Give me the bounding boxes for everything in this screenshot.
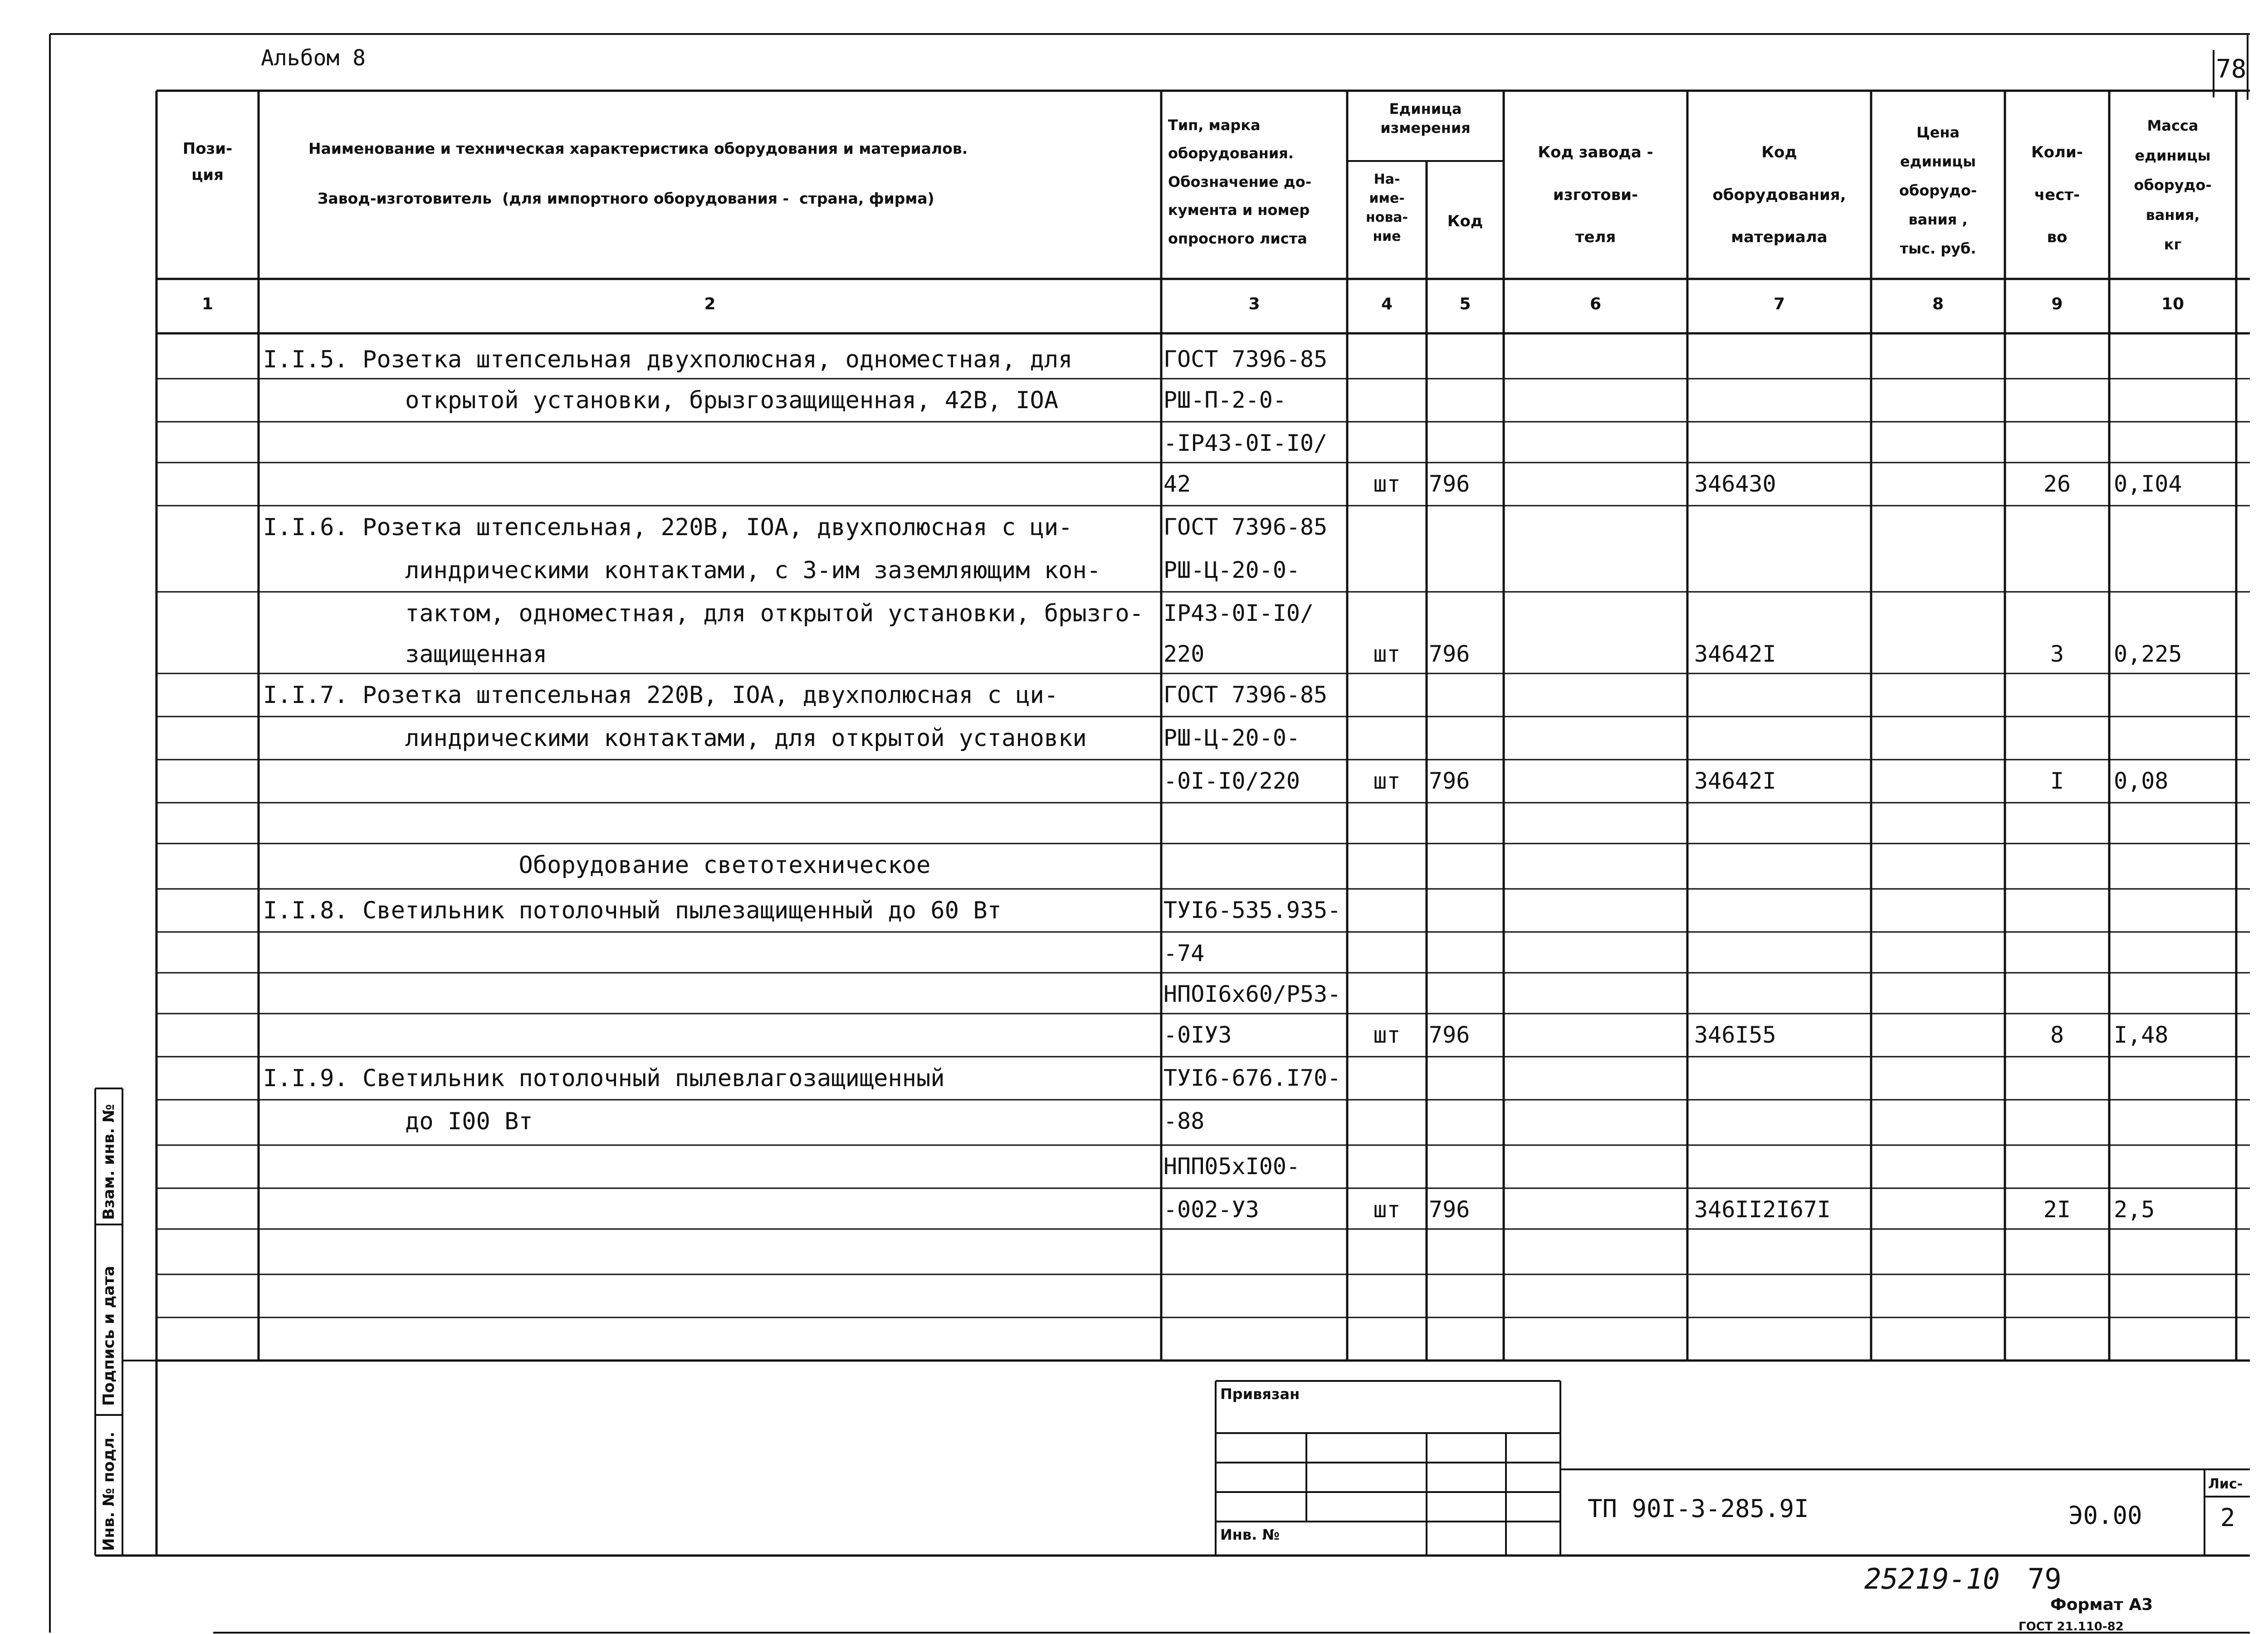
quantity: I bbox=[2050, 768, 2064, 794]
col-num: 3 bbox=[1248, 295, 1260, 313]
stamp-sheet-code: Э0.00 bbox=[2068, 1501, 2142, 1530]
quantity: 2I bbox=[2043, 1196, 2071, 1223]
equipment-code: 346430 bbox=[1694, 471, 1776, 497]
stamp-list-label: Лис- bbox=[2208, 1476, 2243, 1492]
unit-mass: 0,08 bbox=[2114, 768, 2169, 794]
side-label-podpis: Подпись и дата bbox=[100, 1266, 118, 1406]
unit-mass: 0,225 bbox=[2114, 641, 2182, 667]
item-type: ГОСТ 7396-85 bbox=[1163, 346, 1328, 372]
header-name-line1: Наименование и техническая характеристика оборудования и материалов. bbox=[308, 140, 968, 157]
unit-code: 796 bbox=[1429, 471, 1470, 497]
item-name: до I00 Вт bbox=[263, 1108, 533, 1135]
col-num: 7 bbox=[1773, 295, 1785, 313]
item-name: открытой установки, брызгозащищенная, 42В, IOA bbox=[263, 387, 1059, 414]
unit-code: 796 bbox=[1429, 1022, 1470, 1048]
archive-sheet: 79 bbox=[2028, 1562, 2062, 1595]
item-type: РШ-Ц-20-0- bbox=[1163, 557, 1300, 583]
unit-code: 796 bbox=[1429, 768, 1470, 794]
col-num: 2 bbox=[704, 295, 716, 313]
item-type: ГОСТ 7396-85 bbox=[1163, 514, 1328, 540]
item-name: линдрическими контактами, с 3-им заземляющим кон- bbox=[263, 557, 1101, 584]
item-type: ГОСТ 7396-85 bbox=[1163, 682, 1328, 708]
quantity: 8 bbox=[2050, 1022, 2064, 1048]
item-type: -0I-I0/220 bbox=[1163, 768, 1300, 794]
item-name: Оборудование светотехническое bbox=[263, 852, 931, 879]
unit-code: 796 bbox=[1429, 1196, 1470, 1223]
side-label-vzam: Взам. инв. № bbox=[100, 1104, 118, 1220]
side-label-inv-podl: Инв. № подл. bbox=[100, 1431, 118, 1551]
item-type: НПOI6x60/P53- bbox=[1163, 981, 1341, 1007]
header-mass: Масса единицы оборудо- вания, кг bbox=[2134, 117, 2212, 254]
item-name: линдрическими контактами, для открытой установки bbox=[263, 725, 1087, 752]
item-type: -IP43-0I-I0/ bbox=[1163, 430, 1328, 456]
col-num: 10 bbox=[2161, 295, 2185, 313]
header-unit: Единица измерения bbox=[1380, 100, 1471, 137]
col-num: 8 bbox=[1932, 295, 1944, 313]
header-equipment-code: Код оборудования, материала bbox=[1712, 143, 1846, 246]
unit-name: шт bbox=[1373, 471, 1401, 497]
stamp-inv-no: Инв. № bbox=[1220, 1526, 1280, 1543]
col-num: 5 bbox=[1459, 295, 1471, 313]
unit-name: шт bbox=[1373, 1196, 1401, 1223]
item-name: I.I.5. Розетка штепсельная двухполюсная, одноместная, для bbox=[263, 346, 1073, 373]
album-label: Альбом 8 bbox=[261, 45, 366, 71]
quantity: 3 bbox=[2050, 641, 2064, 667]
item-type: 220 bbox=[1163, 641, 1205, 667]
item-type: РШ-П-2-0- bbox=[1163, 387, 1286, 413]
header-price: Цена единицы оборудо- вания , тыс. руб. bbox=[1899, 124, 1977, 257]
item-type: НПП05xI00- bbox=[1163, 1153, 1300, 1180]
header-quantity: Коли- чест- во bbox=[2031, 143, 2083, 246]
equipment-code: 34642I bbox=[1694, 641, 1776, 667]
item-type: -002-У3 bbox=[1163, 1196, 1259, 1223]
col-num: 6 bbox=[1589, 295, 1602, 313]
item-type: РШ-Ц-20-0- bbox=[1163, 725, 1300, 751]
item-name: I.I.6. Розетка штепсельная, 220В, IOA, двухполюсная с ци- bbox=[263, 514, 1073, 541]
item-name: I.I.7. Розетка штепсельная 220В, IOA, двухполюсная с ци- bbox=[263, 682, 1059, 709]
page-number: 78 bbox=[2216, 54, 2247, 84]
gost-label: ГОСТ 21.110-82 bbox=[2019, 1620, 2124, 1634]
item-type: -74 bbox=[1163, 940, 1205, 966]
quantity: 26 bbox=[2043, 471, 2071, 497]
item-type: 42 bbox=[1163, 471, 1191, 497]
item-type: -88 bbox=[1163, 1108, 1205, 1134]
unit-mass: I,48 bbox=[2114, 1022, 2169, 1048]
equipment-code: 34642I bbox=[1694, 768, 1776, 794]
col-num: 1 bbox=[201, 295, 214, 313]
stamp-privyazan: Привязан bbox=[1220, 1385, 1300, 1403]
item-name: защищенная bbox=[263, 641, 547, 668]
col-num: 4 bbox=[1381, 295, 1393, 313]
format-label: Формат А3 bbox=[2050, 1595, 2153, 1614]
col-num: 9 bbox=[2051, 295, 2063, 313]
header-unit-code: Код bbox=[1447, 212, 1483, 230]
item-name: I.I.9. Светильник потолочный пылевлагозащищенный bbox=[263, 1065, 945, 1092]
unit-mass: 2,5 bbox=[2114, 1196, 2155, 1223]
header-factory-code: Код завода - изготови- теля bbox=[1538, 143, 1653, 246]
unit-code: 796 bbox=[1429, 641, 1470, 667]
unit-mass: 0,I04 bbox=[2114, 471, 2182, 497]
header-position: Пози- ция bbox=[182, 140, 233, 184]
equipment-code: 346I55 bbox=[1694, 1022, 1776, 1048]
header-unit-name: На- име- нова- ние bbox=[1365, 171, 1408, 244]
archive-number: 25219-10 bbox=[1864, 1562, 2000, 1595]
stamp-list-number: 2 bbox=[2220, 1503, 2235, 1532]
item-name: тактом, одноместная, для открытой установки, брызго- bbox=[263, 600, 1144, 627]
unit-name: шт bbox=[1373, 768, 1401, 794]
item-type: IP43-0I-I0/ bbox=[1163, 600, 1314, 626]
stamp-designation: ТП 90I-3-285.9I bbox=[1588, 1494, 1809, 1523]
item-type: -0IУ3 bbox=[1163, 1022, 1232, 1048]
item-type: ТУI6-535.935- bbox=[1163, 897, 1341, 923]
unit-name: шт bbox=[1373, 641, 1401, 667]
header-type: Тип, марка оборудования. Обозначение до- кумента и номер опросного листа bbox=[1168, 117, 1311, 247]
item-type: ТУI6-676.I70- bbox=[1163, 1065, 1341, 1091]
unit-name: шт bbox=[1373, 1022, 1401, 1048]
header-name-line2: Завод-изготовитель (для импортного оборудования - страна, фирма) bbox=[318, 190, 934, 207]
item-name: I.I.8. Светильник потолочный пылезащищенный до 60 Вт bbox=[263, 897, 1002, 924]
equipment-code: 346II2I67I bbox=[1694, 1196, 1831, 1223]
